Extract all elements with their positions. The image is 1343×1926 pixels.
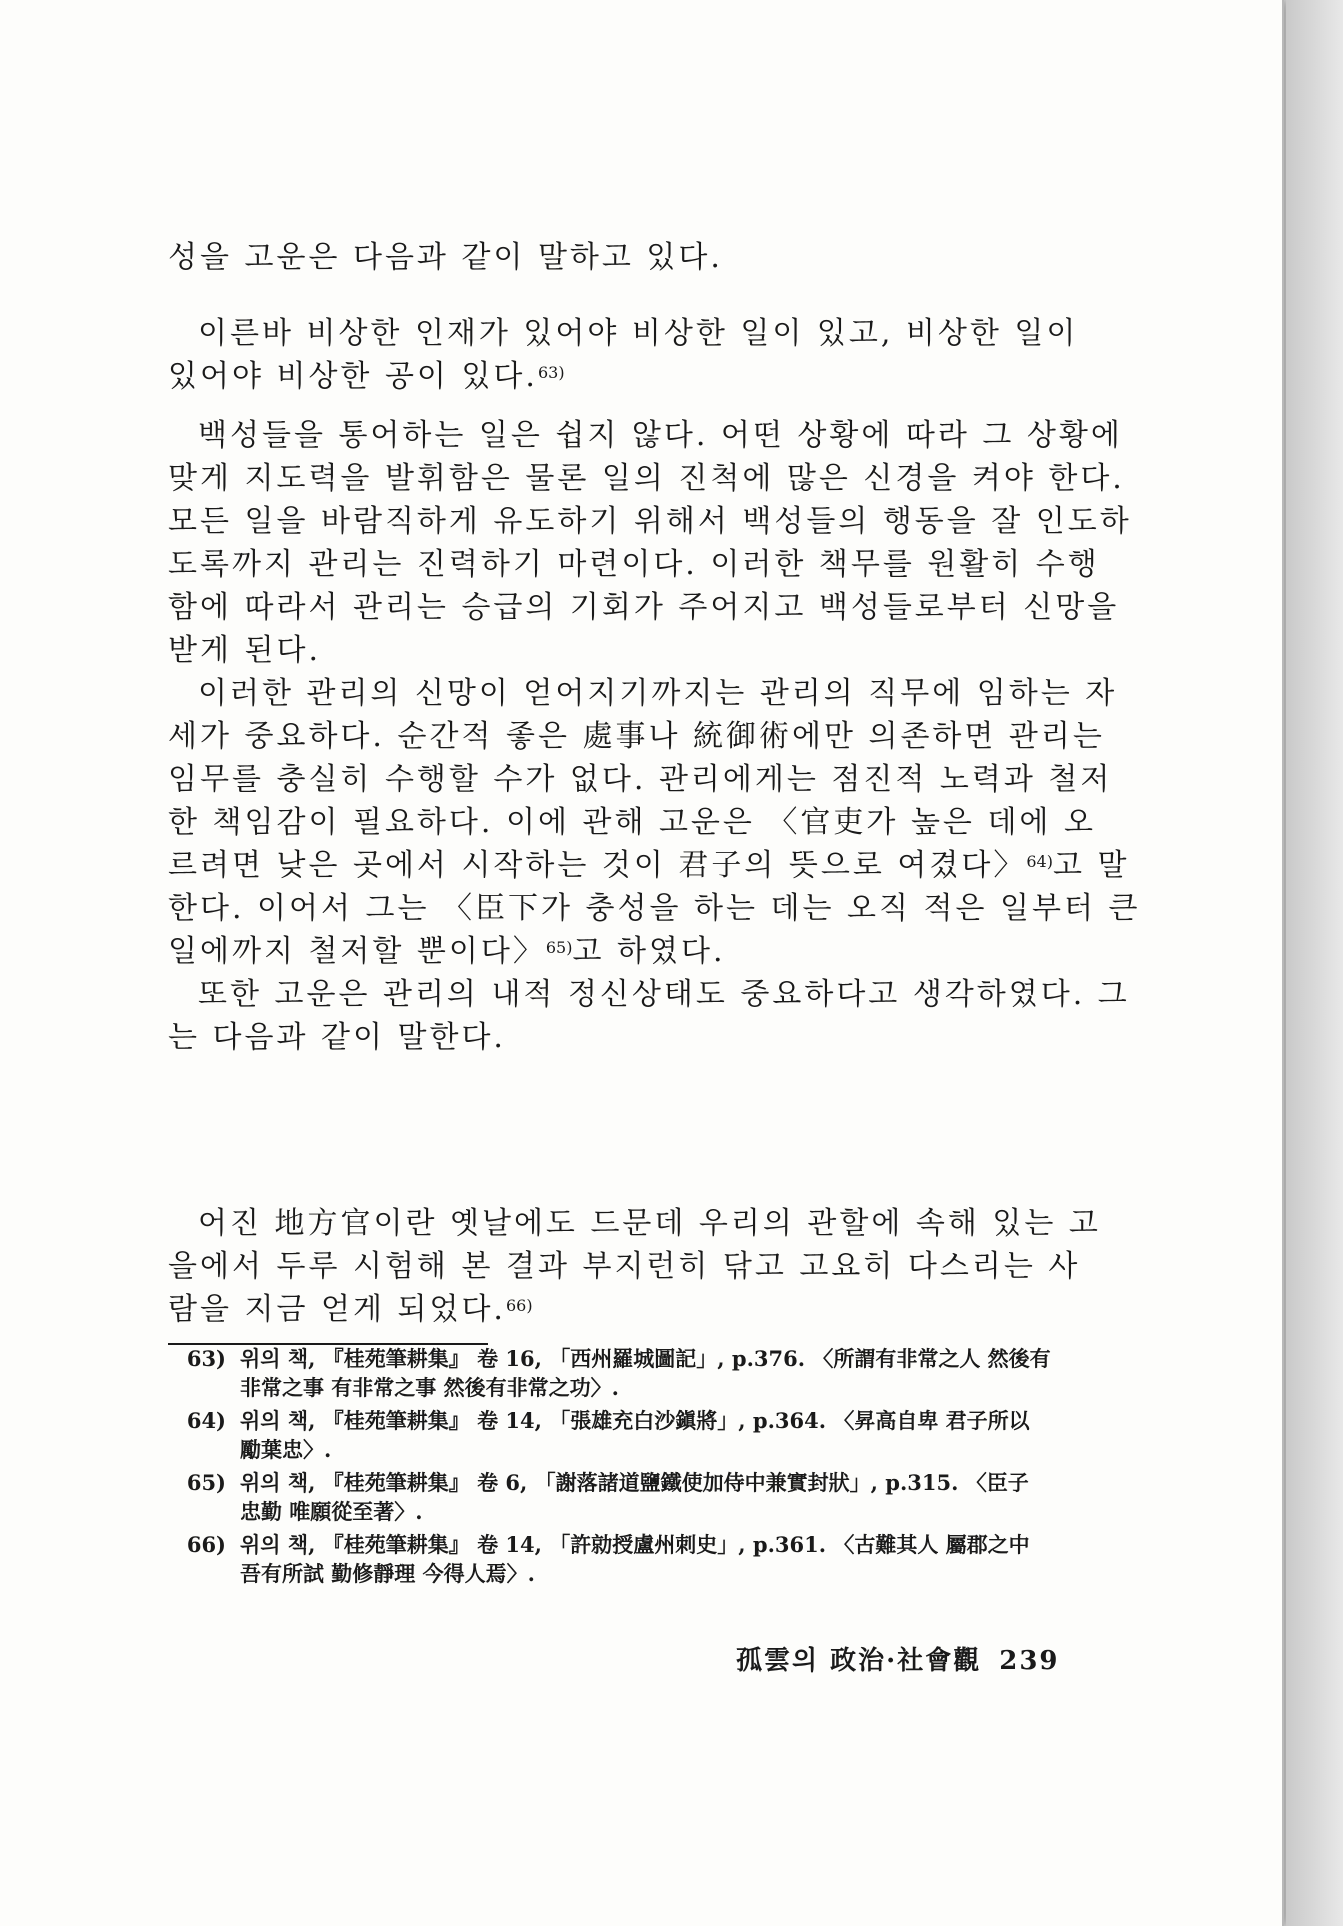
paragraph-intro — [168, 236, 1078, 279]
footnote-text: 非常之事 有非常之事 然後有非常之功〉. — [240, 1375, 619, 1400]
text-line: 세가 중요하다. 순간적 좋은 處事나 統御術에만 의존하면 관리는 — [168, 719, 1105, 754]
text-line: 이러한 관리의 신망이 얻어지기까지는 관리의 직무에 임하는 자 — [198, 676, 1118, 711]
running-title: 孤雲의 政治·社會觀 — [736, 1646, 982, 1676]
text-line: 한 책임감이 필요하다. 이에 관해 고운은 〈官吏가 높은 데에 오 — [168, 805, 1096, 840]
text-span: 고 말 — [1052, 848, 1130, 883]
footnote-63 — [168, 1344, 1080, 1402]
text-line: 어진 地方官이란 옛날에도 드문데 우리의 관할에 속해 있는 고 — [198, 1206, 1101, 1241]
text-span: 르려면 낮은 곳에서 시작하는 것이 君子의 뜻으로 여겼다〉 — [168, 848, 1027, 883]
paragraph-official-attitude — [168, 672, 1141, 973]
footnote-text: 勵葉忠〉. — [240, 1437, 332, 1462]
text-line: 백성들을 통어하는 일은 쉽지 않다. 어떤 상황에 따라 그 상황에 — [198, 418, 1123, 453]
footnote-text: 吾有所試 勤修靜理 今得人焉〉. — [240, 1561, 535, 1586]
text-span: 람을 지금 얻게 되었다. — [168, 1292, 506, 1327]
text-line — [168, 844, 1130, 887]
footnote-text: 위의 책, 『桂苑筆耕集』 卷 16, 「西州羅城圖記」, p.376. 〈所謂有非常之人 然後有 — [240, 1346, 1051, 1371]
footnote-66 — [168, 1530, 1080, 1588]
footnote-number: 64) — [186, 1408, 226, 1433]
footnote-ref-63: 63) — [537, 363, 565, 382]
footnote-text: 忠勤 唯願從至著〉. — [240, 1499, 423, 1524]
footnote-ref-65: 65) — [545, 938, 573, 957]
footnote-number: 66) — [186, 1532, 226, 1557]
text-span: 고 하였다. — [572, 934, 726, 969]
running-footer — [736, 1640, 1060, 1677]
footnote-ref-64: 64) — [1026, 852, 1053, 871]
text-span: 일에까지 철저할 뿐이다〉 — [168, 934, 546, 969]
text-line — [168, 930, 1078, 973]
footnote-64 — [168, 1406, 1080, 1464]
text-line: 도록까지 관리는 진력하기 마련이다. 이러한 책무를 원활히 수행 — [168, 547, 1100, 582]
footnote-text: 위의 책, 『桂苑筆耕集』 卷 6, 「謝落諸道鹽鐵使加侍中兼實封狀」, p.315. 〈臣子 — [240, 1470, 1029, 1495]
text-line — [168, 355, 1076, 398]
text-line — [168, 1288, 1076, 1331]
footnote-65 — [168, 1468, 1080, 1526]
footnote-number: 63) — [186, 1346, 226, 1371]
footnotes — [168, 1344, 1080, 1592]
text-line: 또한 고운은 관리의 내적 정신상태도 중요하다고 생각하였다. 그 — [198, 977, 1130, 1012]
text-span: 있어야 비상한 공이 있다. — [168, 359, 538, 394]
block-quote-66 — [168, 1202, 1101, 1331]
text-line: 함에 따라서 관리는 승급의 기회가 주어지고 백성들로부터 신망을 — [168, 590, 1120, 625]
text-line: 한다. 이어서 그는 〈臣下가 충성을 하는 데는 오직 적은 일부터 큰 — [168, 891, 1141, 926]
text-line: 성을 고운은 다음과 같이 말하고 있다. — [168, 240, 723, 275]
footnote-text: 위의 책, 『桂苑筆耕集』 卷 14, 「張雄充白沙鎭將」, p.364. 〈昇高自卑 君子所以 — [240, 1408, 1030, 1433]
text-line: 이른바 비상한 인재가 있어야 비상한 일이 있고, 비상한 일이 — [198, 316, 1079, 351]
paragraph-inner-spirit — [168, 973, 1130, 1059]
text-line: 는 다음과 같이 말한다. — [168, 1020, 506, 1055]
paragraph-governance — [168, 414, 1132, 672]
footnote-number: 65) — [186, 1470, 226, 1495]
text-line: 맞게 지도력을 발휘함은 물론 일의 진척에 많은 신경을 켜야 한다. — [168, 461, 1125, 496]
text-line: 임무를 충실히 수행할 수가 없다. 관리에게는 점진적 노력과 철저 — [168, 762, 1113, 797]
text-line: 모든 일을 바람직하게 유도하기 위해서 백성들의 행동을 잘 인도하 — [168, 504, 1132, 539]
text-line: 받게 된다. — [168, 633, 321, 668]
block-quote-63 — [168, 312, 1079, 398]
footnote-ref-66: 66) — [505, 1296, 533, 1315]
page-number: 239 — [999, 1646, 1060, 1676]
text-line: 을에서 두루 시험해 본 결과 부지런히 닦고 고요히 다스리는 사 — [168, 1249, 1081, 1284]
page-edge — [1286, 0, 1343, 1926]
footnote-text: 위의 책, 『桂苑筆耕集』 卷 14, 「許勍授盧州刺史」, p.361. 〈古難其人 屬郡之中 — [240, 1532, 1030, 1557]
